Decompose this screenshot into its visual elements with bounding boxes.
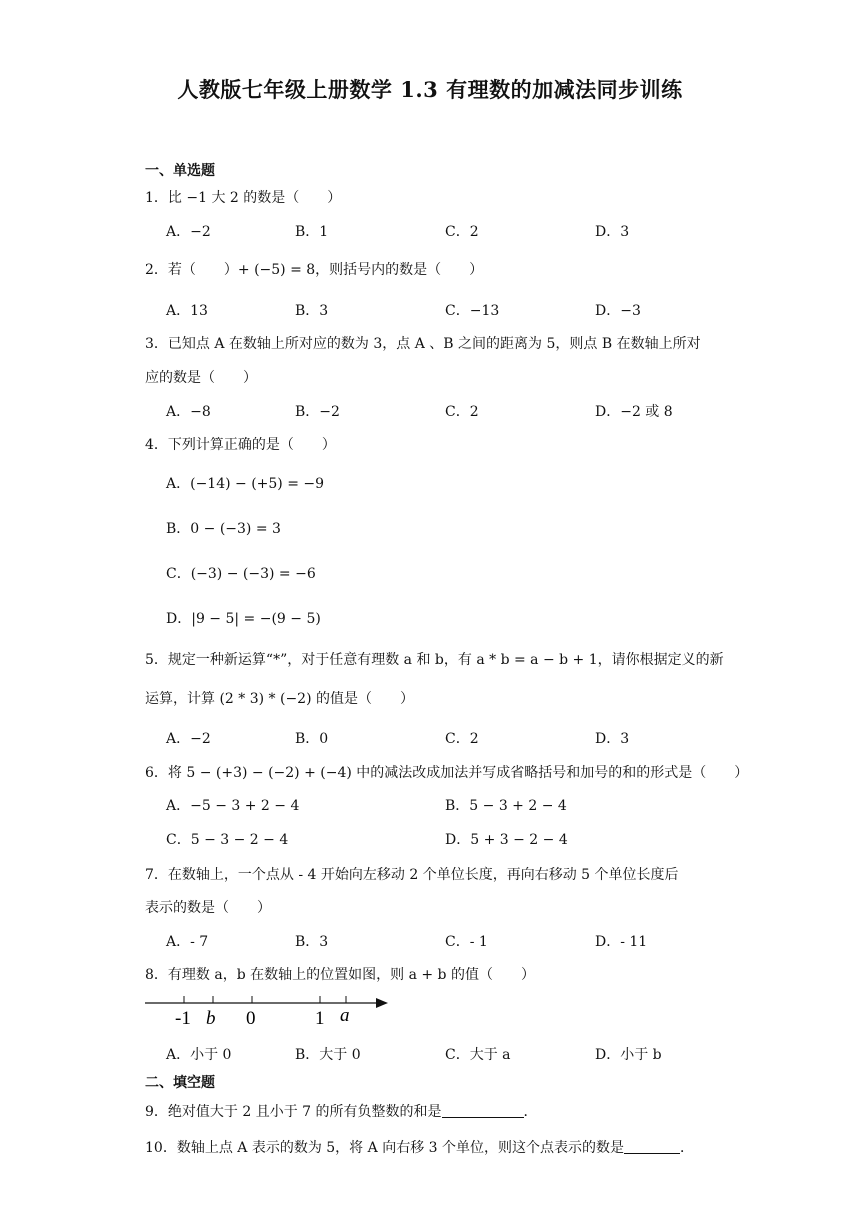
question-3-option-b: B．−2	[295, 404, 340, 420]
question-9-end: ．	[523, 1104, 538, 1120]
question-8-option-a: A．小于 0	[166, 1047, 232, 1063]
page-title: 人教版七年级上册数学 1.3 有理数的加减法同步训练	[177, 77, 683, 102]
question-1-option-b: B．1	[295, 224, 329, 240]
question-9-stem: 9．绝对值大于 2 且小于 7 的所有负整数的和是	[145, 1104, 442, 1120]
question-1-stem: 1．比 −1 大 2 的数是（ ）	[145, 190, 342, 206]
question-7-option-b: B．3	[295, 934, 329, 950]
axis-label-a: a	[340, 1005, 350, 1026]
question-9	[145, 1101, 538, 1121]
question-2-option-d: D．−3	[595, 303, 641, 319]
question-5-stem-line-2: 运算，计算 (2 * 3) * (−2) 的值是（ ）	[145, 691, 415, 707]
question-3-option-d: D．−2 或 8	[595, 404, 673, 420]
question-5-option-d: D．3	[595, 731, 630, 747]
axis-label-minus-1: -1	[175, 1008, 191, 1029]
question-8-stem: 8．有理数 a，b 在数轴上的位置如图，则 a + b 的值（ ）	[145, 967, 535, 983]
section-heading-fill-blank: 二、填空题	[145, 1075, 215, 1091]
question-6-stem: 6．将 5 − (+3) − (−2) + (−4) 中的减法改成加法并写成省略括号和加号的和的形式是（ ）	[145, 765, 749, 781]
question-1-option-d: D．3	[595, 224, 630, 240]
question-3-stem-line-1: 3．已知点 A 在数轴上所对应的数为 3，点 A 、B 之间的距离为 5，则点 B 在数轴上所对	[145, 336, 701, 352]
question-7-option-d: D．- 11	[595, 934, 648, 950]
axis-label-b: b	[206, 1008, 216, 1029]
question-8-option-d: D．小于 b	[595, 1047, 662, 1063]
question-2-option-c: C．−13	[445, 303, 500, 319]
question-1-option-a: A．−2	[166, 224, 211, 240]
question-5-option-b: B．0	[295, 731, 329, 747]
question-2-option-b: B．3	[295, 303, 329, 319]
question-6-option-d: D．5 + 3 − 2 − 4	[445, 832, 568, 848]
question-6-option-c: C．5 − 3 − 2 − 4	[166, 832, 289, 848]
question-4-option-c: C．(−3) − (−3) = −6	[166, 566, 316, 582]
question-10	[145, 1137, 694, 1157]
axis-label-1: 1	[315, 1008, 325, 1029]
question-7-stem-line-1: 7．在数轴上，一个点从 - 4 开始向左移动 2 个单位长度，再向右移动 5 个单位长度后	[145, 867, 679, 883]
question-3-stem-line-2: 应的数是（ ）	[145, 370, 257, 386]
number-line-arrowhead	[376, 998, 388, 1008]
question-1-option-c: C．2	[445, 224, 479, 240]
question-2-stem: 2．若（ ）+ (−5) = 8，则括号内的数是（ ）	[145, 262, 484, 278]
question-7-option-a: A．- 7	[166, 934, 209, 950]
question-8-option-c: C．大于 a	[445, 1047, 511, 1063]
question-5-option-c: C．2	[445, 731, 479, 747]
question-8-option-b: B．大于 0	[295, 1047, 361, 1063]
question-5-option-a: A．−2	[166, 731, 211, 747]
question-2-option-a: A．13	[166, 303, 208, 319]
axis-label-0: 0	[246, 1008, 256, 1029]
question-7-stem-line-2: 表示的数是（ ）	[145, 900, 271, 916]
question-3-option-a: A．−8	[166, 404, 211, 420]
question-4-stem: 4．下列计算正确的是（ ）	[145, 437, 336, 453]
question-4-option-d: D．|9 − 5| = −(9 − 5)	[166, 611, 321, 627]
question-5-stem-line-1: 5．规定一种新运算“*”，对于任意有理数 a 和 b，有 a * b = a − b + 1，请你根据定义的新	[145, 652, 724, 668]
question-9-answer-blank[interactable]	[442, 1103, 524, 1118]
question-10-answer-blank[interactable]	[624, 1139, 680, 1154]
question-3-option-c: C．2	[445, 404, 479, 420]
question-4-option-b: B．0 − (−3) = 3	[166, 521, 281, 537]
question-7-option-c: C．- 1	[445, 934, 488, 950]
question-6-option-b: B．5 − 3 + 2 − 4	[445, 798, 567, 814]
question-10-end: ．	[680, 1140, 694, 1156]
question-10-stem: 10．数轴上点 A 表示的数为 5，将 A 向右移 3 个单位，则这个点表示的数是	[145, 1140, 624, 1156]
section-heading-single-choice: 一、单选题	[145, 163, 215, 179]
question-6-option-a: A．−5 − 3 + 2 − 4	[166, 798, 300, 814]
question-4-option-a: A．(−14) − (+5) = −9	[166, 476, 325, 492]
